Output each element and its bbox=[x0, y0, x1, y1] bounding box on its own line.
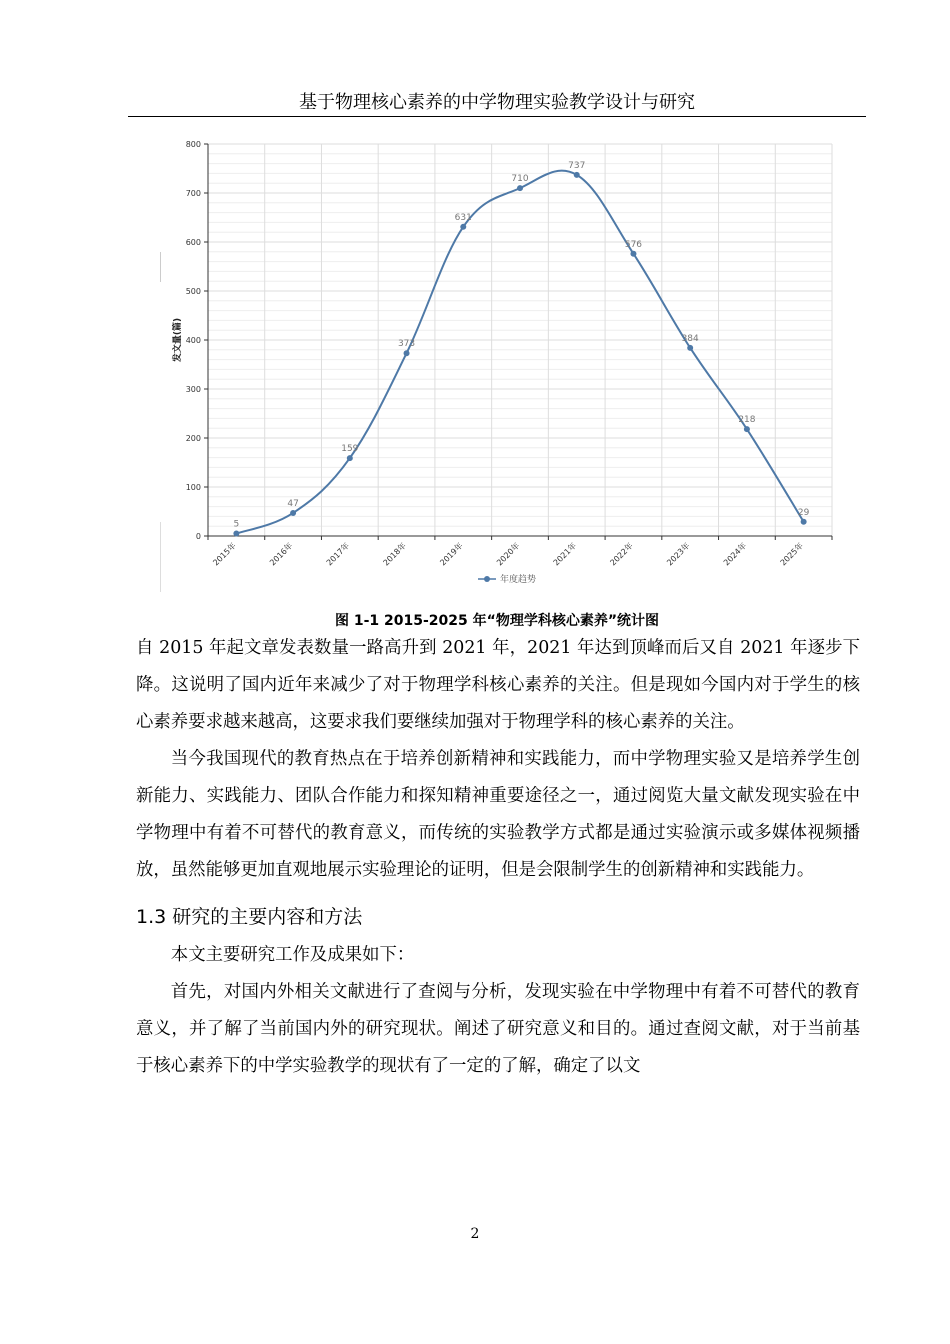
x-tick-label: 2016年 bbox=[268, 541, 295, 568]
x-tick-label: 2017年 bbox=[324, 541, 352, 568]
x-tick-label: 2018年 bbox=[381, 541, 408, 568]
body-text bbox=[136, 630, 860, 1085]
y-tick-label: 400 bbox=[185, 336, 201, 345]
x-tick-label: 2020年 bbox=[494, 541, 522, 568]
chart-svg bbox=[160, 132, 840, 592]
chart-legend bbox=[478, 573, 536, 585]
y-axis-label: 发文量(篇) bbox=[173, 317, 183, 363]
legend-dot-swatch bbox=[484, 576, 490, 582]
y-tick-label: 500 bbox=[185, 287, 201, 296]
point-layer bbox=[233, 172, 806, 537]
data-point bbox=[460, 224, 466, 230]
x-tick-label: 2021年 bbox=[551, 541, 579, 568]
grid-layer bbox=[208, 144, 832, 536]
x-tick-label: 2023年 bbox=[665, 541, 692, 568]
data-point bbox=[347, 455, 353, 461]
x-tick-label: 2019年 bbox=[438, 541, 465, 568]
axis-layer bbox=[204, 144, 832, 540]
data-label: 631 bbox=[454, 212, 472, 223]
tick-layer bbox=[186, 140, 805, 567]
x-tick-label: 2024年 bbox=[721, 541, 749, 568]
y-tick-label: 300 bbox=[185, 385, 201, 394]
line-chart bbox=[160, 132, 840, 592]
y-tick-label: 100 bbox=[185, 483, 201, 492]
data-label: 373 bbox=[397, 339, 416, 350]
data-label: 384 bbox=[681, 333, 699, 344]
data-label: 159 bbox=[341, 444, 359, 455]
data-label: 576 bbox=[624, 239, 643, 250]
data-label: 5 bbox=[233, 519, 240, 530]
running-header: 基于物理核心素养的中学物理实验教学设计与研究 bbox=[299, 92, 695, 113]
legend-label: 年度趋势 bbox=[500, 575, 537, 585]
paragraph: 首先，对国内外相关文献进行了查阅与分析，发现实验在中学物理中有着不可替代的教育意义，并了解了当前国内外的研究现状。阐述了研究意义和目的。通过查阅文献，对于当前基于核心素养下的中学实验教学的现状有了一定的了解，确定了以文 bbox=[136, 982, 860, 1076]
header-rule bbox=[128, 116, 866, 117]
x-tick-label: 2025年 bbox=[778, 541, 806, 568]
data-point bbox=[801, 519, 807, 525]
data-point bbox=[630, 251, 636, 257]
label-layer bbox=[233, 161, 809, 530]
x-tick-label: 2015年 bbox=[211, 541, 238, 568]
y-tick-label: 800 bbox=[185, 140, 201, 149]
data-label: 47 bbox=[287, 498, 299, 509]
paragraph: 本文主要研究工作及成果如下： bbox=[170, 945, 415, 965]
paragraph: 当今我国现代的教育热点在于培养创新精神和实践能力，而中学物理实验又是培养学生创新能力、实践能力、团队合作能力和探知精神重要途径之一，通过阅览大量文献发现实验在中学物理中有着不可替代的教育意义，而传统的实验教学方式都是通过实验演示或多媒体视频播放，虽然能够更加直观地展示实验理论的证明，但是会限制学生的创新精神和实践能力。 bbox=[136, 749, 860, 880]
data-label: 710 bbox=[511, 174, 529, 185]
data-point bbox=[744, 426, 750, 432]
y-tick-label: 700 bbox=[185, 189, 201, 198]
section-heading: 1.3 研究的主要内容和方法 bbox=[136, 906, 363, 928]
data-point bbox=[517, 185, 523, 191]
data-label: 29 bbox=[797, 507, 810, 518]
paragraph: 自 2015 年起文章发表数量一路高升到 2021 年，2021 年达到顶峰而后又自 2021 年逐步下降。这说明了国内近年来减少了对于物理学科核心素养的关注。但是现如今国内对于学生的核心素养要求越来越高，这要求我们要继续加强对于物理学科的核心素养的关注。 bbox=[136, 638, 860, 732]
data-label: 737 bbox=[568, 160, 586, 171]
y-tick-label: 200 bbox=[185, 434, 201, 443]
y-tick-label: 600 bbox=[185, 238, 201, 247]
data-label: 218 bbox=[738, 415, 756, 426]
data-point bbox=[233, 531, 239, 537]
data-point bbox=[290, 510, 296, 516]
page-number: 2 bbox=[470, 1226, 480, 1242]
figure-caption: 图 1-1 2015-2025 年“物理学科核心素养”统计图 bbox=[334, 613, 660, 629]
y-tick-label: 0 bbox=[195, 532, 201, 541]
x-tick-label: 2022年 bbox=[608, 541, 635, 568]
data-point bbox=[574, 172, 580, 178]
data-point bbox=[404, 350, 410, 356]
data-point bbox=[687, 345, 693, 351]
